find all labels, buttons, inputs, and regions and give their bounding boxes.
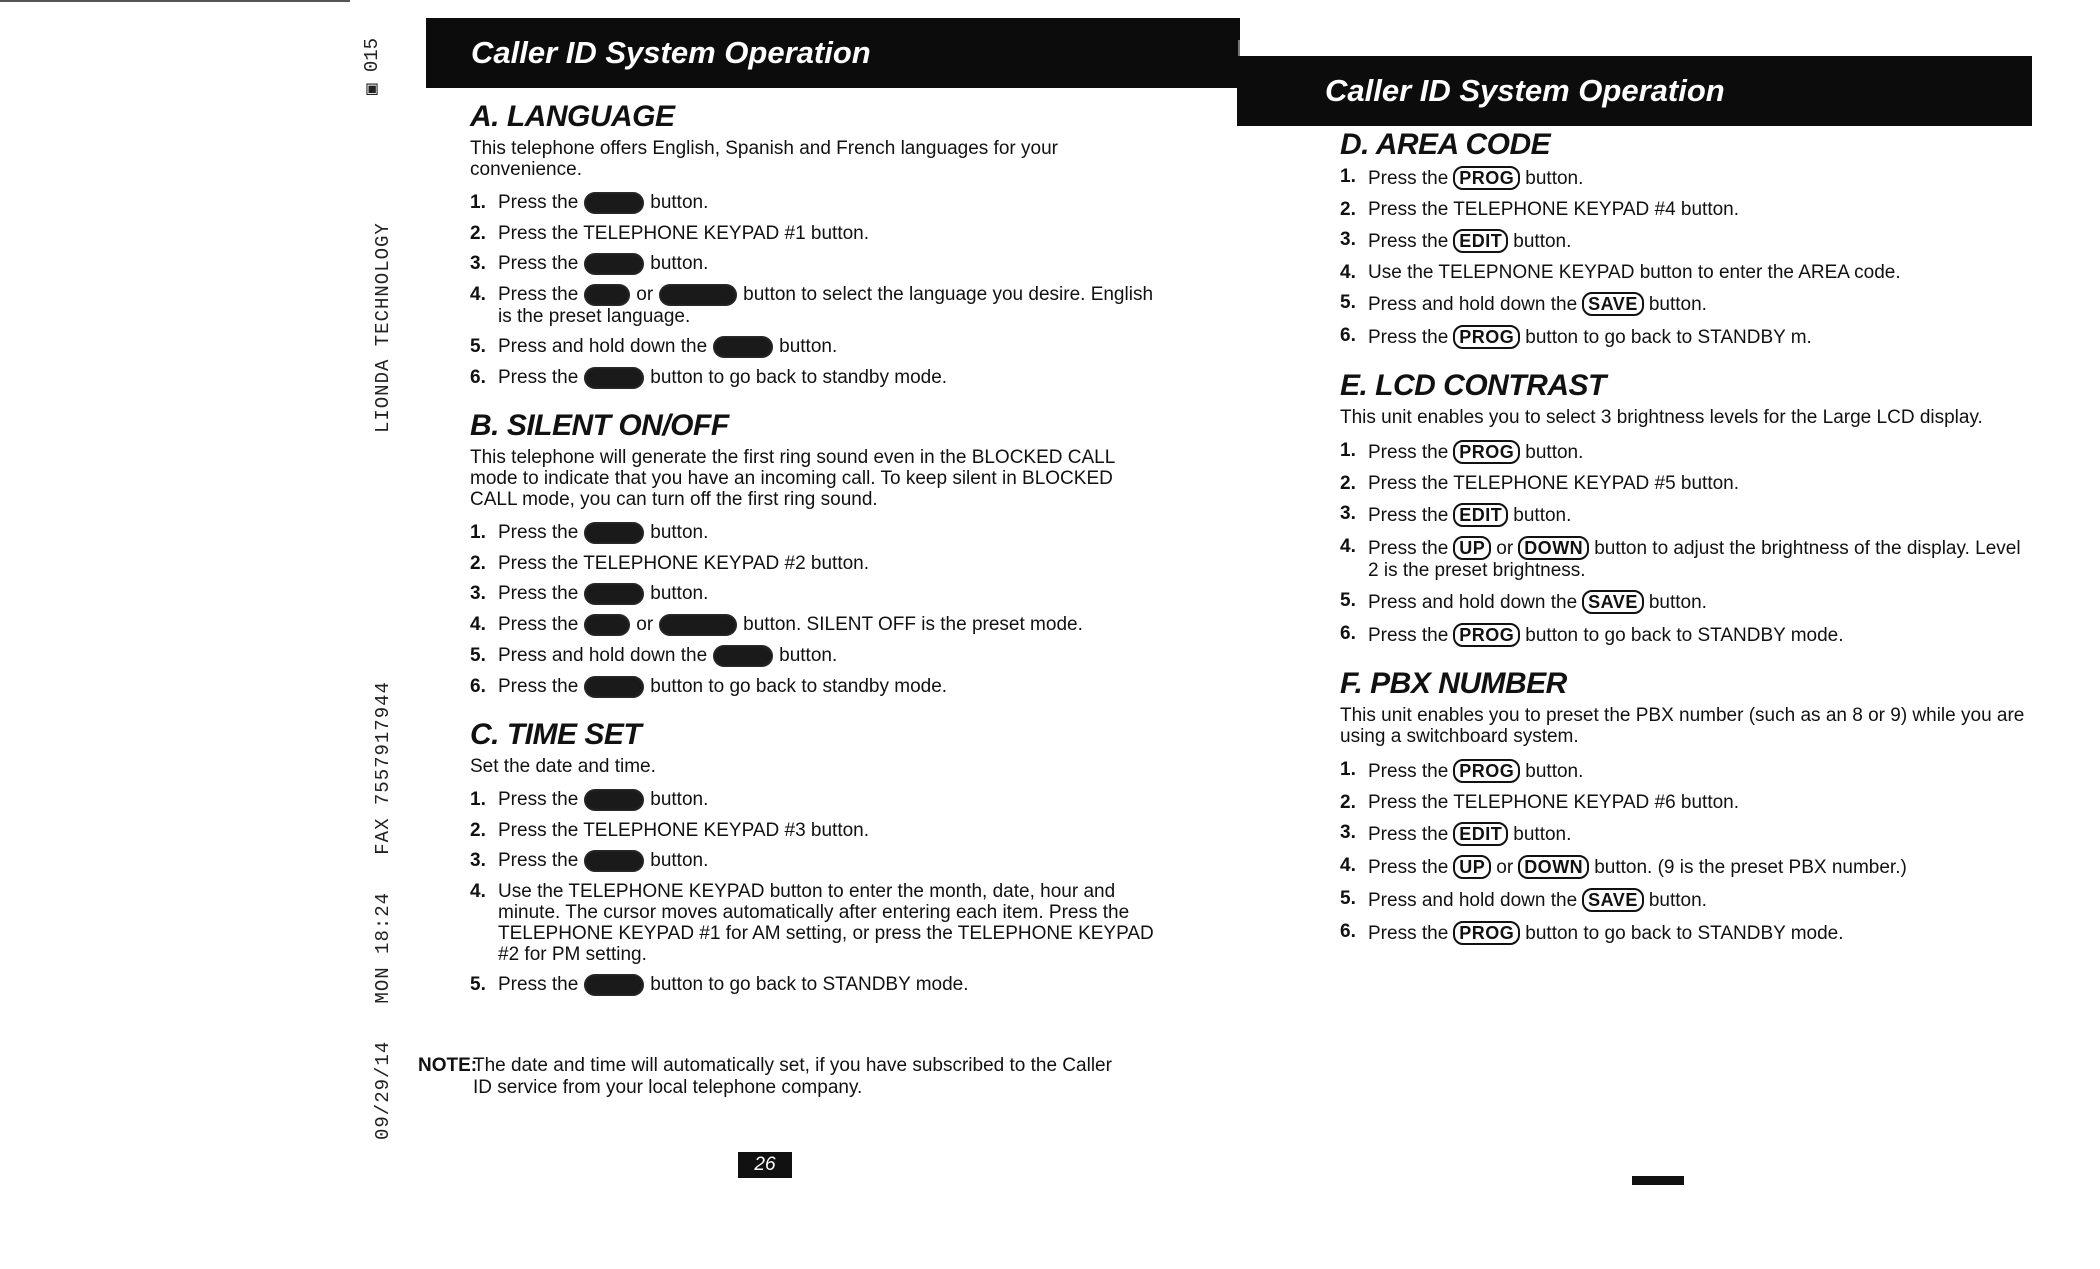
step-text — [1368, 921, 2030, 945]
step-text-body: Press the TELEPHONE KEYPAD #6 button. — [1368, 792, 1740, 813]
step-text — [1368, 166, 2030, 190]
blackened-key-icon — [713, 336, 773, 358]
step-text — [498, 881, 1160, 965]
save-key-icon: SAVE — [1582, 292, 1644, 316]
edit-key-icon: EDIT — [1453, 503, 1508, 527]
step-text-post: button. — [1648, 294, 1707, 315]
down-key-icon: DOWN — [1518, 536, 1589, 560]
step-text-post: button. — [1513, 231, 1572, 252]
blackened-key-icon — [584, 850, 644, 872]
step-text-mid: or — [636, 614, 654, 636]
up-key-icon: UP — [1453, 855, 1491, 879]
step-number: 5. — [1340, 292, 1356, 313]
section-2 — [470, 718, 1160, 996]
blackened-key-icon — [584, 253, 644, 275]
section-title: A. LANGUAGE — [470, 100, 675, 133]
step-number: 2. — [470, 553, 486, 574]
step-text-mid: or — [1496, 538, 1514, 559]
step-item — [470, 336, 1160, 358]
step-text — [498, 850, 1160, 872]
step-number: 1. — [1340, 759, 1356, 780]
step-number: 2. — [1340, 473, 1356, 494]
step-number: 4. — [1340, 855, 1356, 876]
step-text-pre: Press the — [1368, 442, 1449, 463]
step-number: 5. — [470, 336, 486, 357]
step-text-post: button. — [650, 522, 709, 544]
save-key-icon: SAVE — [1582, 590, 1644, 614]
step-number: 2. — [470, 820, 486, 841]
step-number: 4. — [470, 284, 486, 305]
step-text — [498, 645, 1160, 667]
step-text-pre: Press the — [1368, 923, 1449, 944]
step-number: 6. — [1340, 325, 1356, 346]
section-title: D. AREA CODE — [1340, 128, 1551, 161]
step-item — [470, 789, 1160, 811]
prog-key-icon: PROG — [1453, 325, 1520, 349]
step-text — [1368, 229, 2030, 253]
step-item — [1340, 759, 2030, 783]
step-item — [470, 223, 1160, 244]
step-text-post: button. — [779, 336, 838, 358]
step-list — [1340, 440, 2030, 647]
step-text-post: button. — [1513, 505, 1572, 526]
step-item — [470, 645, 1160, 667]
step-item — [1340, 503, 2030, 527]
section-0 — [1340, 128, 2030, 349]
step-text-post: button. — [1513, 824, 1572, 845]
step-text-pre: Press the — [498, 284, 579, 306]
step-text-pre: Press and hold down the — [498, 336, 708, 358]
step-text-body: Use the TELEPHONE KEYPAD button to enter the month, date, hour and minute. The cursor moves automatically after entering each item. Press the TELEPHONE KEYPAD #1 for AM setting, or press the TELEPHONE KEYPAD #2 for PM setting. — [498, 881, 1154, 965]
step-list — [470, 522, 1160, 698]
section-1 — [470, 409, 1160, 698]
section-2 — [1340, 667, 2030, 945]
step-text-pre: Press the — [498, 974, 579, 996]
step-list — [1340, 166, 2030, 349]
step-item — [470, 553, 1160, 574]
step-item — [470, 676, 1160, 698]
step-item — [1340, 199, 2030, 220]
step-number: 6. — [1340, 623, 1356, 644]
step-item — [470, 522, 1160, 544]
step-number: 3. — [470, 850, 486, 871]
step-text-post: button. — [1648, 890, 1707, 911]
edit-key-icon: EDIT — [1453, 229, 1508, 253]
step-text — [1368, 440, 2030, 464]
step-text-pre: Press the — [1368, 231, 1449, 252]
step-text-pre: Press and hold down the — [498, 645, 708, 667]
blackened-key-icon — [584, 974, 644, 996]
step-text-pre: Press the — [498, 789, 579, 811]
up-key-icon: UP — [1453, 536, 1491, 560]
step-list — [1340, 759, 2030, 945]
step-number: 1. — [470, 789, 486, 810]
step-text — [498, 614, 1160, 636]
step-text-post: button. — [1648, 592, 1707, 613]
section-title: C. TIME SET — [470, 718, 642, 751]
section-title: E. LCD CONTRAST — [1340, 369, 1606, 402]
step-number: 1. — [1340, 166, 1356, 187]
step-item — [470, 367, 1160, 389]
note — [418, 1055, 1118, 1099]
step-text-pre: Press the — [1368, 857, 1449, 878]
step-text-body: Press the TELEPHONE KEYPAD #4 button. — [1368, 199, 1740, 220]
step-item — [1340, 855, 2030, 879]
step-item — [470, 614, 1160, 636]
step-text-body: Press the TELEPHONE KEYPAD #2 button. — [498, 553, 870, 574]
step-item — [1340, 262, 2030, 283]
prog-key-icon: PROG — [1453, 759, 1520, 783]
left-column — [470, 100, 1160, 1016]
step-text-pre: Press the — [1368, 824, 1449, 845]
step-text — [498, 192, 1160, 214]
prog-key-icon: PROG — [1453, 623, 1520, 647]
step-text-pre: Press the — [1368, 505, 1449, 526]
fax-header-strip — [372, 20, 394, 1140]
step-text-pre: Press the — [1368, 327, 1449, 348]
right-page-banner: Caller ID System Operation — [1237, 56, 2032, 126]
save-key-icon: SAVE — [1582, 888, 1644, 912]
step-text — [498, 284, 1160, 327]
blackened-key-icon — [584, 284, 630, 306]
down-key-icon: DOWN — [1518, 855, 1589, 879]
step-text-body: Press the TELEPHONE KEYPAD #5 button. — [1368, 473, 1740, 494]
step-item — [470, 881, 1160, 965]
step-text-pre: Press the — [498, 367, 579, 389]
step-text — [1368, 536, 2030, 581]
step-number: 3. — [1340, 503, 1356, 524]
step-number: 3. — [470, 253, 486, 274]
step-text-pre: Press and hold down the — [1368, 890, 1578, 911]
step-text-pre: Press the — [498, 676, 579, 698]
step-number: 5. — [470, 645, 486, 666]
step-text-body: Press the TELEPHONE KEYPAD #3 button. — [498, 820, 870, 841]
left-page-banner: Caller ID System Operation — [426, 18, 1240, 88]
step-number: 6. — [1340, 921, 1356, 942]
note-label: NOTE: — [418, 1055, 478, 1076]
fax-time: MON 18:24 — [372, 891, 394, 1004]
blackened-key-icon — [584, 367, 644, 389]
right-column — [1340, 128, 2030, 965]
step-number: 3. — [1340, 822, 1356, 843]
step-number: 2. — [1340, 792, 1356, 813]
step-number: 1. — [1340, 440, 1356, 461]
step-text-post: button to adjust the brightness of the display. Level 2 is the preset brightness. — [1368, 538, 2021, 581]
step-text-pre: Press the — [1368, 168, 1449, 189]
step-text — [498, 583, 1160, 605]
step-text-mid: or — [1496, 857, 1514, 878]
step-text-body: Press the TELEPHONE KEYPAD #1 button. — [498, 223, 870, 244]
blackened-key-icon — [713, 645, 773, 667]
section-intro: This telephone offers English, Spanish and French languages for your convenience. — [470, 138, 1058, 180]
section-title: F. PBX NUMBER — [1340, 667, 1567, 700]
step-item — [1340, 166, 2030, 190]
step-item — [470, 253, 1160, 275]
prog-key-icon: PROG — [1453, 166, 1520, 190]
step-item — [470, 974, 1160, 996]
step-text-pre: Press and hold down the — [1368, 294, 1578, 315]
step-number: 1. — [470, 192, 486, 213]
section-intro: This unit enables you to select 3 brightness levels for the Large LCD display. — [1340, 407, 1983, 428]
step-text-pre: Press the — [498, 583, 579, 605]
fax-date: 09/29/14 — [372, 1040, 394, 1140]
step-text — [1368, 199, 2030, 220]
step-number: 4. — [470, 614, 486, 635]
step-number: 4. — [1340, 536, 1356, 557]
step-item — [1340, 888, 2030, 912]
edit-key-icon: EDIT — [1453, 822, 1508, 846]
step-text — [498, 367, 1160, 389]
section-intro: This telephone will generate the first ring sound even in the BLOCKED CALL mode to indicate that you have an incoming call. To keep silent in BLOCKED CALL mode, you can turn off the first ring sound. — [470, 447, 1115, 510]
step-item — [1340, 536, 2030, 581]
step-text-pre: Press the — [498, 850, 579, 872]
step-text — [498, 253, 1160, 275]
step-text — [1368, 325, 2030, 349]
step-text — [498, 676, 1160, 698]
step-item — [1340, 229, 2030, 253]
step-text-post: button to go back to standby mode. — [650, 367, 948, 389]
step-number: 5. — [1340, 888, 1356, 909]
step-text-post: button. — [650, 192, 709, 214]
step-item — [1340, 292, 2030, 316]
blackened-key-icon — [584, 614, 630, 636]
top-rule — [0, 0, 350, 2]
step-text-post: button. SILENT OFF is the preset mode. — [743, 614, 1083, 636]
step-text-post: button to go back to STANDBY m. — [1525, 327, 1812, 348]
step-text-post: button. — [650, 583, 709, 605]
step-text-mid: or — [636, 284, 654, 306]
right-page-mark — [1632, 1176, 1684, 1185]
step-text — [498, 223, 1160, 244]
step-item — [470, 850, 1160, 872]
blackened-key-icon — [659, 614, 737, 636]
step-text-post: button. (9 is the preset PBX number.) — [1594, 857, 1907, 878]
step-text — [1368, 292, 2030, 316]
step-text — [1368, 503, 2030, 527]
step-number: 6. — [470, 676, 486, 697]
step-text-pre: Press the — [498, 614, 579, 636]
section-title: B. SILENT ON/OFF — [470, 409, 729, 442]
step-item — [470, 284, 1160, 327]
step-number: 3. — [470, 583, 486, 604]
step-text-post: button to go back to STANDBY mode. — [1525, 625, 1844, 646]
step-text — [1368, 792, 2030, 813]
step-item — [1340, 325, 2030, 349]
section-0 — [470, 100, 1160, 389]
step-text — [498, 820, 1160, 841]
step-text — [1368, 623, 2030, 647]
step-text — [1368, 590, 2030, 614]
step-number: 3. — [1340, 229, 1356, 250]
step-text — [1368, 822, 2030, 846]
step-text — [1368, 262, 2030, 283]
step-item — [1340, 921, 2030, 945]
step-text-post: button to select the language you desire. English is the preset language. — [498, 284, 1154, 327]
step-number: 4. — [470, 881, 486, 902]
step-item — [1340, 822, 2030, 846]
fax-company: LIONDA TECHNOLOGY — [372, 222, 394, 434]
step-item — [1340, 473, 2030, 494]
step-text — [498, 522, 1160, 544]
step-list — [470, 789, 1160, 996]
step-item — [1340, 623, 2030, 647]
blackened-key-icon — [584, 789, 644, 811]
step-text — [1368, 473, 2030, 494]
step-text-post: button to go back to standby mode. — [650, 676, 948, 698]
step-number: 6. — [470, 367, 486, 388]
step-number: 5. — [1340, 590, 1356, 611]
step-text-post: button to go back to STANDBY mode. — [650, 974, 969, 996]
step-number: 4. — [1340, 262, 1356, 283]
step-text-pre: Press the — [1368, 761, 1449, 782]
step-text-post: button. — [650, 850, 709, 872]
step-text-pre: Press the — [1368, 538, 1449, 559]
fax-number: FAX 7557917944 — [372, 681, 394, 855]
fax-page-icon: ▣ — [361, 83, 383, 95]
step-text-pre: Press and hold down the — [1368, 592, 1578, 613]
step-text — [498, 336, 1160, 358]
blackened-key-icon — [659, 284, 737, 306]
section-intro: This unit enables you to preset the PBX number (such as an 8 or 9) while you are using a switchboard system. — [1340, 705, 2025, 747]
step-text-pre: Press the — [498, 522, 579, 544]
page-number: 26 — [738, 1152, 792, 1178]
step-text-pre: Press the — [498, 192, 579, 214]
step-text — [1368, 759, 2030, 783]
step-number: 5. — [470, 974, 486, 995]
blackened-key-icon — [584, 522, 644, 544]
step-item — [470, 583, 1160, 605]
step-number: 1. — [470, 522, 486, 543]
step-item — [470, 820, 1160, 841]
step-text-post: button to go back to STANDBY mode. — [1525, 923, 1844, 944]
step-text-pre: Press the — [498, 253, 579, 275]
step-number: 2. — [470, 223, 486, 244]
step-list — [470, 192, 1160, 389]
section-intro: Set the date and time. — [470, 756, 656, 777]
step-text — [498, 553, 1160, 574]
step-text — [1368, 855, 2030, 879]
step-text — [498, 789, 1160, 811]
step-item — [1340, 590, 2030, 614]
step-number: 2. — [1340, 199, 1356, 220]
step-text-post: button. — [1525, 442, 1584, 463]
step-item — [470, 192, 1160, 214]
step-item — [1340, 440, 2030, 464]
section-1 — [1340, 369, 2030, 647]
step-text-post: button. — [779, 645, 838, 667]
blackened-key-icon — [584, 192, 644, 214]
blackened-key-icon — [584, 676, 644, 698]
note-text: The date and time will automatically set, if you have subscribed to the Caller ID service from your local telephone company. — [473, 1055, 1112, 1098]
step-text-post: button. — [1525, 168, 1584, 189]
fax-page-label: 015 — [361, 37, 383, 73]
step-text-pre: Press the — [1368, 625, 1449, 646]
step-item — [1340, 792, 2030, 813]
prog-key-icon: PROG — [1453, 921, 1520, 945]
step-text-post: button. — [1525, 761, 1584, 782]
prog-key-icon: PROG — [1453, 440, 1520, 464]
step-text-body: Use the TELEPNONE KEYPAD button to enter the AREA code. — [1368, 262, 1901, 283]
step-text-post: button. — [650, 789, 709, 811]
step-text — [1368, 888, 2030, 912]
blackened-key-icon — [584, 583, 644, 605]
step-text-post: button. — [650, 253, 709, 275]
step-text — [498, 974, 1160, 996]
